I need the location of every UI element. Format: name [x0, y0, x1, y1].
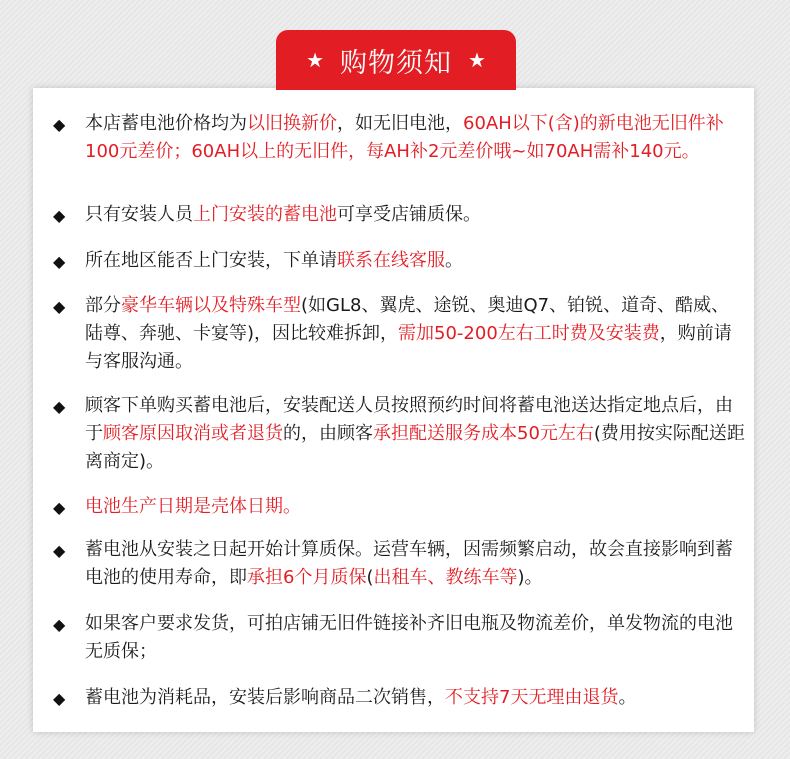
body-text: 的，由顾客	[283, 423, 373, 444]
body-text: 可享受店铺质保。	[337, 204, 481, 225]
highlight-text: 以旧换新价	[247, 113, 337, 134]
highlight-text: 豪华车辆以及特殊车型	[121, 295, 301, 316]
body-text: 所在地区能否上门安装，下单请	[85, 250, 337, 271]
item-text	[85, 610, 745, 666]
body-text: )。	[517, 567, 543, 588]
highlight-text: 电池生产日期是壳体日期。	[85, 496, 301, 517]
body-text: 如果客户要求发货，可拍店铺无旧件链接补齐旧电瓶及物流差价，单发物流的电池无质保；	[85, 613, 733, 662]
item-text	[85, 201, 745, 229]
item-text	[85, 392, 745, 476]
item-text	[85, 684, 745, 712]
diamond-bullet-icon: ◆	[53, 206, 66, 225]
item-text	[85, 247, 745, 275]
diamond-bullet-icon: ◆	[53, 115, 66, 134]
diamond-bullet-icon: ◆	[53, 498, 66, 517]
body-text: 只有安装人员	[85, 204, 193, 225]
page-title: 购物须知	[340, 47, 452, 79]
highlight-text: 联系在线客服	[337, 250, 445, 271]
body-text: ，购前请与客服沟通。	[85, 323, 732, 372]
body-text: 顾客下单购买蓄电池后，安装配送人员按照预约时间将蓄电池送达指定地点后，由于	[85, 395, 733, 444]
highlight-text: 承担6个月质保	[247, 567, 367, 588]
body-text: 蓄电池为消耗品，安装后影响商品二次销售，	[85, 687, 445, 708]
diamond-bullet-icon: ◆	[53, 615, 66, 634]
star-icon: ★	[306, 48, 324, 72]
body-text: 部分	[85, 295, 121, 316]
body-text: 本店蓄电池价格均为	[85, 113, 247, 134]
diamond-bullet-icon: ◆	[53, 252, 66, 271]
highlight-text: 需加50-200左右工时费及安装费	[398, 323, 660, 344]
item-text	[85, 493, 745, 521]
body-text: 。	[618, 687, 637, 708]
highlight-text: 顾客原因取消或者退货	[103, 423, 283, 444]
body-text: 。	[445, 250, 463, 271]
body-text: (	[366, 567, 374, 588]
diamond-bullet-icon: ◆	[53, 689, 66, 708]
body-text: (费用按实际配送距离商定)。	[85, 423, 745, 472]
highlight-text: 上门安装的蓄电池	[193, 204, 337, 225]
title-tab	[276, 30, 516, 90]
body-text: 蓄电池从安装之日起开始计算质保。运营车辆，因需频繁启动，故会直接影响到蓄电池的使用寿命，即	[85, 539, 733, 588]
body-text: (如GL8、翼虎、途锐、奥迪Q7、铂锐、道奇、酷威、陆尊、奔驰、卡宴等)，因比较难拆卸，	[85, 295, 730, 344]
diamond-bullet-icon: ◆	[53, 541, 66, 560]
body-text: ，如无旧电池，	[337, 113, 463, 134]
highlight-text: 不支持7天无理由退货	[445, 687, 619, 708]
highlight-text: 承担配送服务成本50元左右	[373, 423, 594, 444]
diamond-bullet-icon: ◆	[53, 297, 66, 316]
star-icon: ★	[468, 48, 486, 72]
item-text	[85, 292, 745, 376]
highlight-text: 出租车、教练车等	[373, 567, 518, 588]
diamond-bullet-icon: ◆	[53, 397, 66, 416]
item-text	[85, 110, 745, 166]
item-text	[85, 536, 745, 592]
highlight-text: 60AH以下(含)的新电池无旧件补100元差价；60AH以上的无旧件，每AH补2元差价哦~如70AH需补140元。	[85, 113, 724, 162]
